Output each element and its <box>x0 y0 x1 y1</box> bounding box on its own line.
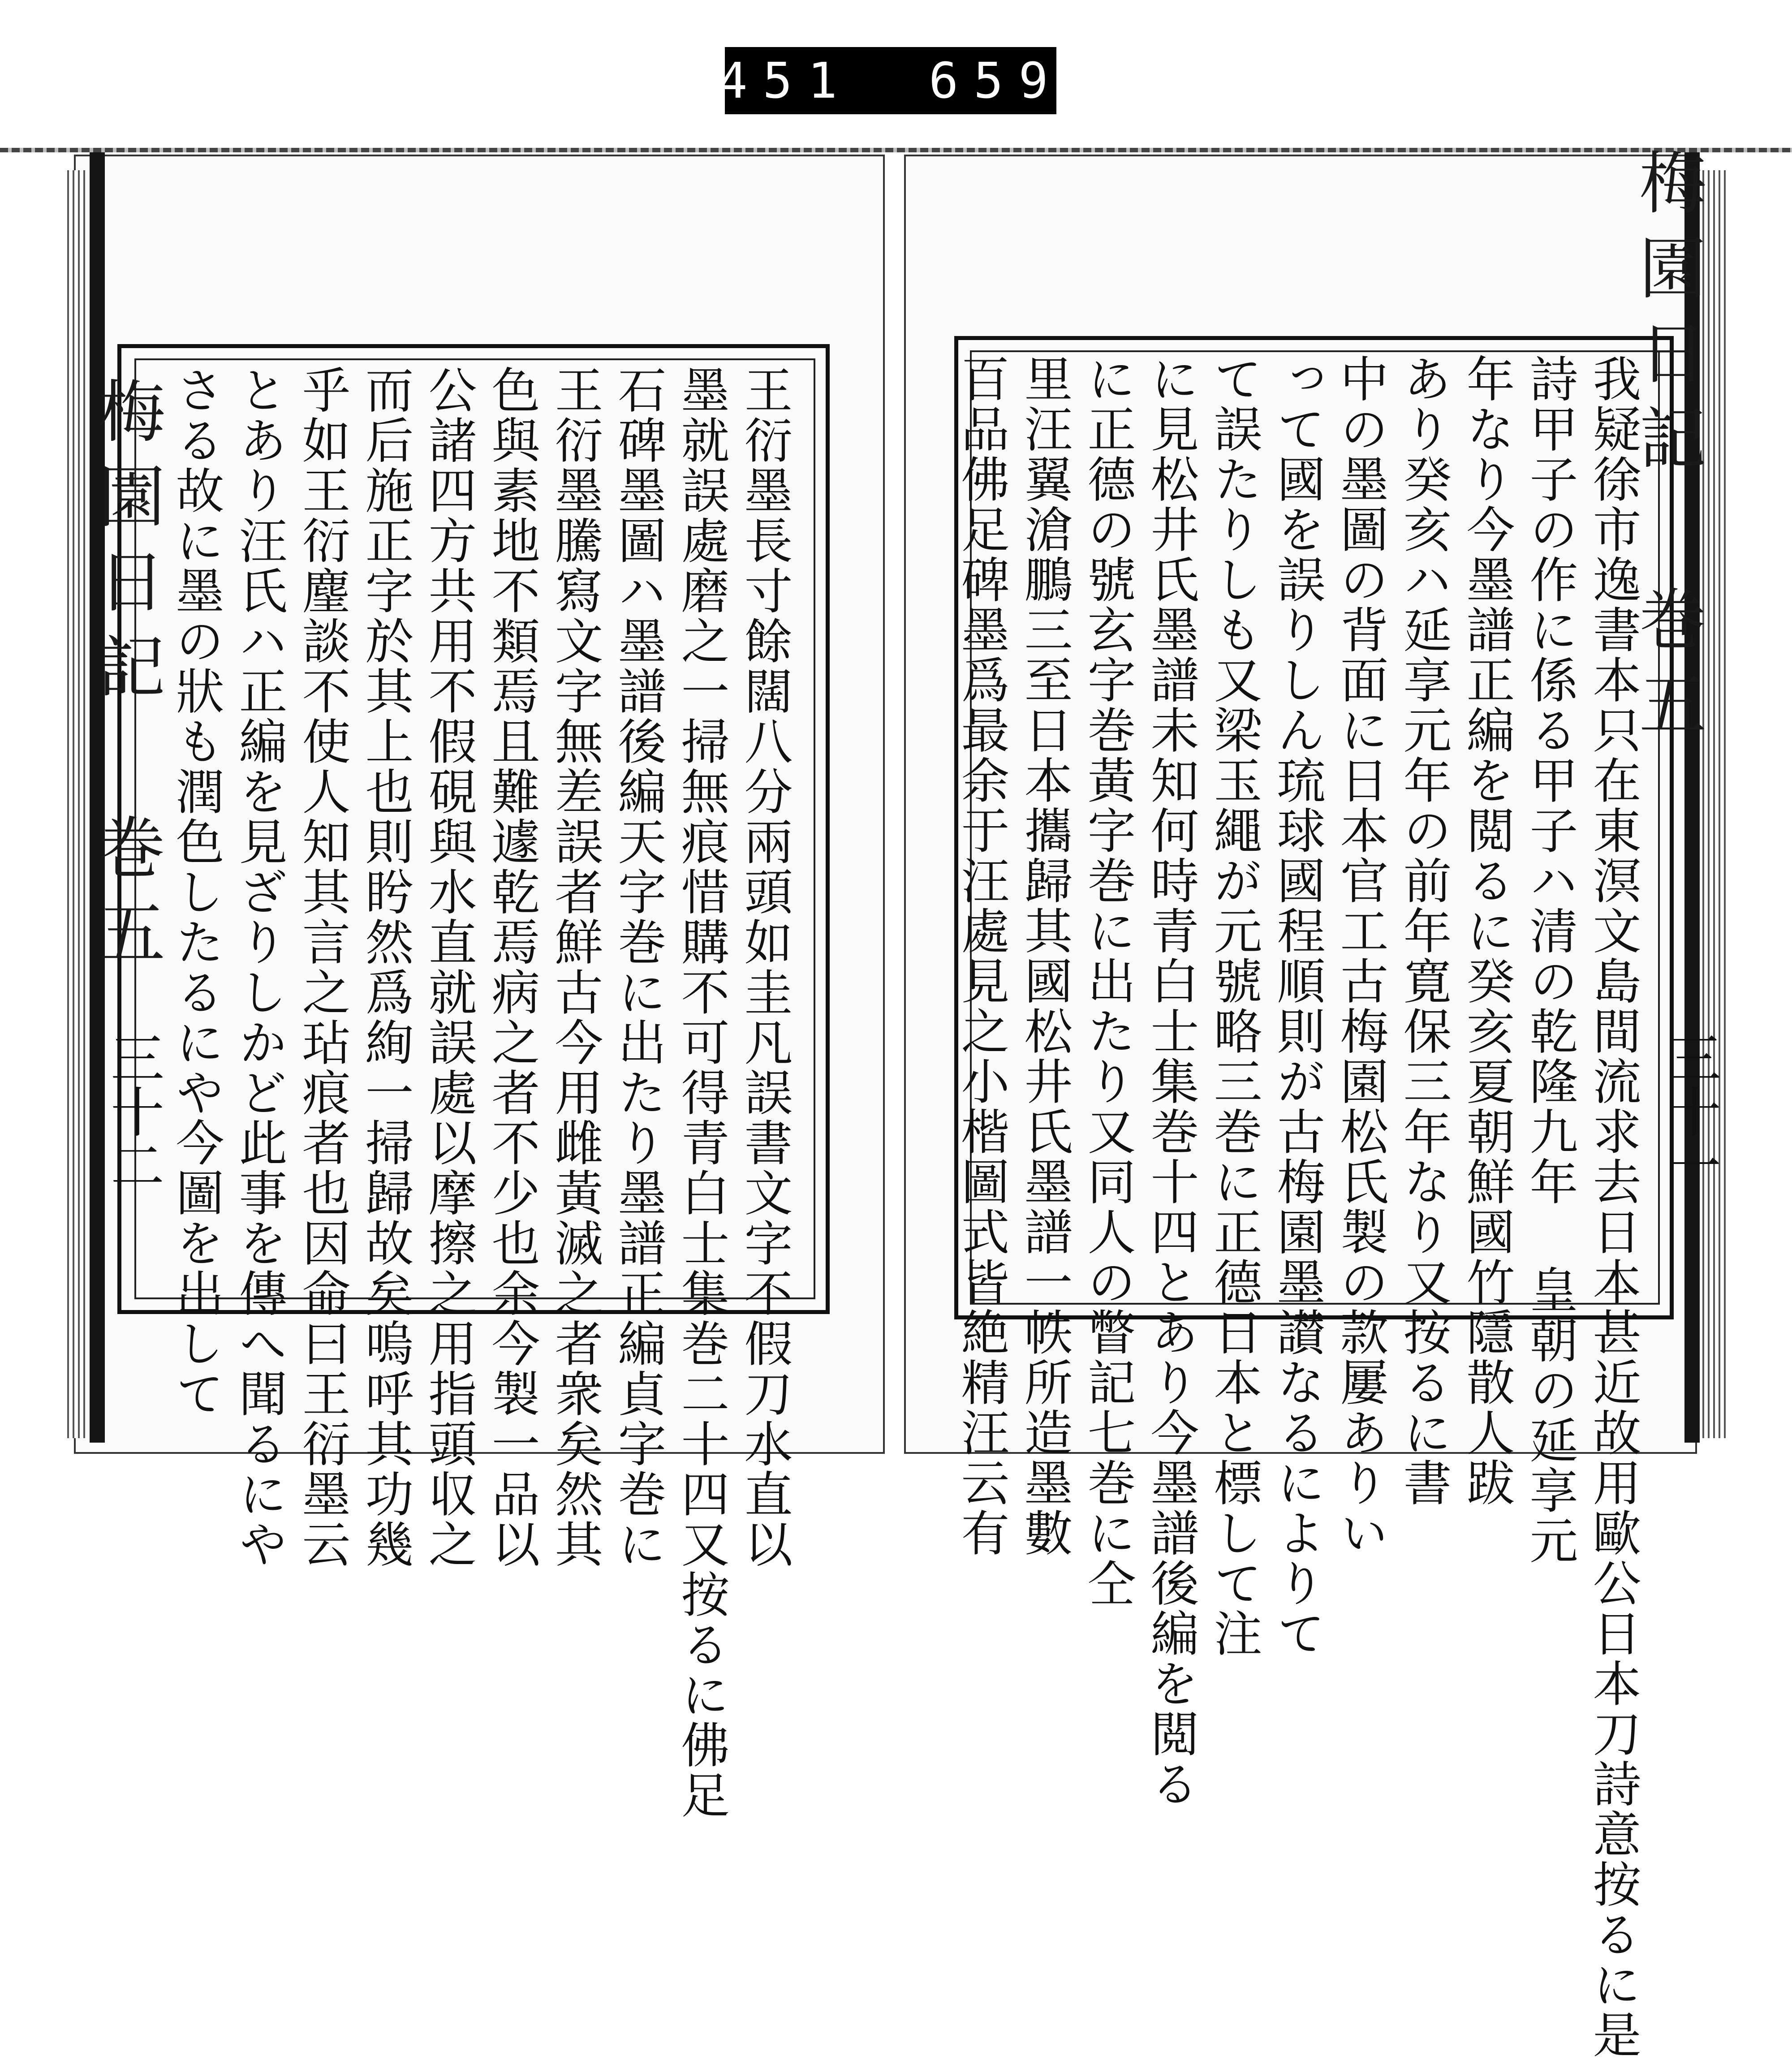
top-edge-rule <box>0 148 1792 152</box>
text-line: さる故に墨の狀も潤色したるにや今圖を出して <box>168 365 224 1419</box>
text-line: 公諸四方共用不假硯與水直就誤處以摩擦之用指頭収之 <box>420 365 476 1569</box>
catalog-number-left: 451 <box>718 52 853 109</box>
text-line: 百品佛足碑墨爲最余于汪處見之小楷圖式皆絶精汪云有 <box>953 354 1009 1558</box>
text-line: 乎如王衍麈談不使人知其言之玷痕者也因命曰王衍墨云 <box>294 365 350 1569</box>
text-line: 里汪翼滄鵬三至日本攜歸其國松井氏墨譜一帙所造墨數 <box>1016 354 1072 1558</box>
right-page-text <box>949 354 1644 2060</box>
text-line: とあり汪氏ハ正編を見ざりしかど此事を傳へ聞るにや <box>231 365 287 1569</box>
text-line: 中の墨圖の背面に日本官工古梅園松氏製の款屢ありい <box>1332 354 1388 1558</box>
text-line: 墨就誤處磨之一掃無痕惜購不可得青白士集巻二十四又按るに佛足 <box>673 365 729 1820</box>
text-line: 色與素地不類焉且難遽乾焉病之者不少也余今製一品以 <box>483 365 539 1569</box>
text-line: 而后施正字於其上也則盻然爲絢一掃歸故矣嗚呼其功幾 <box>357 365 413 1569</box>
left-page-text <box>164 365 796 1820</box>
right-folio-number: 三十一 <box>1658 1030 1721 1192</box>
text-line: 王衍墨騰寫文字無差誤者鮮古今用雌黃滅之者衆矣然其 <box>547 365 603 1569</box>
text-line: て誤たりしも又梁玉繩が元號略三巻に正德日本と標して注 <box>1206 354 1262 1659</box>
right-margin-title: 梅園日記 巻五 <box>1628 148 1706 754</box>
text-line: 詩甲子の作に係る甲子ハ清の乾隆九年 皇朝の延享元 <box>1521 354 1577 1566</box>
text-line: って國を誤りしん琉球國程順則が古梅園墨讃なるによりて <box>1269 354 1325 1659</box>
text-line: に正德の號玄字巻黃字巻に出たり又同人の瞥記七巻に仝 <box>1079 354 1135 1608</box>
text-line: 我疑徐市逸書本只在東溟文島間流求去日本甚近故用歐公日本刀詩意按るに是 <box>1585 354 1641 2060</box>
catalog-number-right: 659 <box>929 52 1064 109</box>
left-margin-title: 梅園日記 巻五 <box>86 376 164 983</box>
left-folio-number: 三十二 <box>102 1030 164 1192</box>
text-line: 王衍墨長寸餘闊八分兩頭如圭凡誤書文字不假刀水直以 <box>736 365 792 1569</box>
text-line: あり癸亥ハ延享元年の前年寛保三年なり又按るに書 <box>1395 354 1451 1508</box>
text-line: 年なり今墨譜正編を閲るに癸亥夏朝鮮國竹隱散人跋 <box>1458 354 1514 1508</box>
text-line: に見松井氏墨譜未知何時青白士集巻十四とあり今墨譜後編を閲る <box>1142 354 1198 1809</box>
text-line: 石碑墨圖ハ墨譜後編天字巻に出たり墨譜正編貞字巻に <box>610 365 666 1569</box>
catalog-number-label <box>718 47 1064 114</box>
